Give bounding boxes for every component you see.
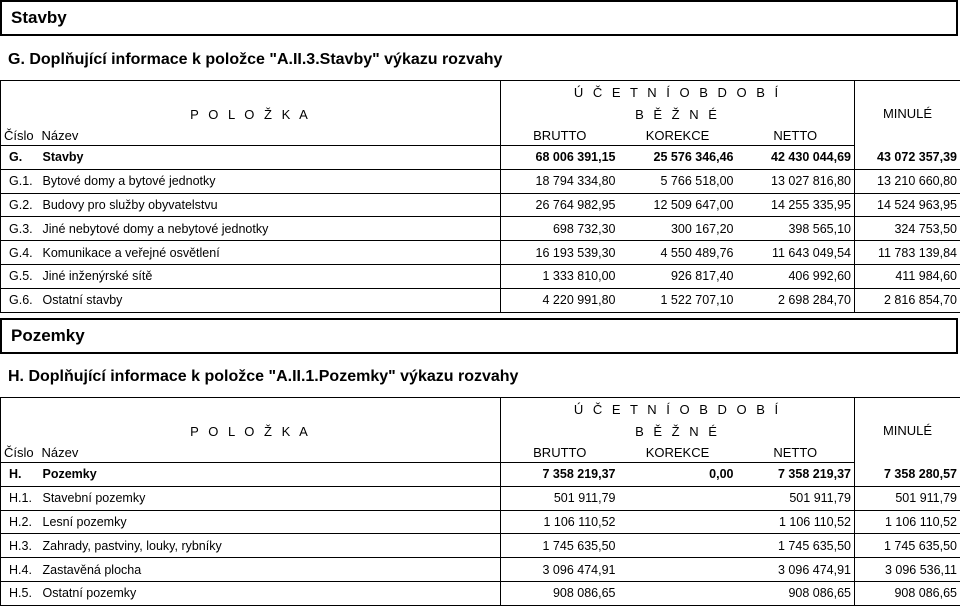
col-nazev: Název [39, 442, 501, 463]
row-korekce: 0,00 [619, 463, 737, 487]
col-korekce: KOREKCE [619, 125, 737, 146]
row-code: H.5. [1, 581, 39, 605]
row-code: G.3. [1, 217, 39, 241]
row-name: Komunikace a veřejné osvětlení [39, 241, 501, 265]
row-netto: 398 565,10 [737, 217, 855, 241]
row-brutto: 18 794 334,80 [501, 169, 619, 193]
table-row [1, 288, 960, 312]
col-polozka: P O L O Ž K A [1, 103, 501, 125]
row-name: Pozemky [39, 463, 501, 487]
row-korekce [619, 558, 737, 582]
row-korekce [619, 534, 737, 558]
row-minule: 908 086,65 [855, 581, 960, 605]
row-name: Ostatní stavby [39, 288, 501, 312]
table-row [1, 463, 960, 487]
row-code: H.2. [1, 510, 39, 534]
table-row [1, 486, 960, 510]
row-minule: 2 816 854,70 [855, 288, 960, 312]
row-name: Bytové domy a bytové jednotky [39, 169, 501, 193]
row-code: G.1. [1, 169, 39, 193]
table-row [1, 510, 960, 534]
row-code: H. [1, 463, 39, 487]
row-netto: 406 992,60 [737, 264, 855, 288]
col-polozka: P O L O Ž K A [1, 420, 501, 442]
section-title-g: G. Doplňující informace k položce "A.II.3.Stavby" výkazu rozvahy [8, 51, 502, 69]
row-minule: 324 753,50 [855, 217, 960, 241]
row-brutto: 26 764 982,95 [501, 193, 619, 217]
col-korekce: KOREKCE [619, 442, 737, 463]
row-brutto: 3 096 474,91 [501, 558, 619, 582]
row-korekce: 4 550 489,76 [619, 241, 737, 265]
row-code: H.4. [1, 558, 39, 582]
row-korekce: 926 817,40 [619, 264, 737, 288]
row-minule: 14 524 963,95 [855, 193, 960, 217]
col-netto: NETTO [737, 442, 855, 463]
section-header-stavby [0, 0, 958, 36]
row-name: Stavby [39, 146, 501, 170]
col-cislo: Číslo [1, 442, 39, 463]
row-code: G.2. [1, 193, 39, 217]
row-minule: 1 745 635,50 [855, 534, 960, 558]
row-netto: 11 643 049,54 [737, 241, 855, 265]
col-minule: MINULÉ [855, 398, 960, 463]
col-nazev: Název [39, 125, 501, 146]
row-netto: 7 358 219,37 [737, 463, 855, 487]
table-row [1, 241, 960, 265]
col-obdobi: Ú Č E T N Í O B D O B Í [501, 81, 855, 104]
row-netto: 1 745 635,50 [737, 534, 855, 558]
row-netto: 2 698 284,70 [737, 288, 855, 312]
row-korekce [619, 486, 737, 510]
row-korekce: 300 167,20 [619, 217, 737, 241]
row-brutto: 1 745 635,50 [501, 534, 619, 558]
table-row [1, 264, 960, 288]
section-header-label: Pozemky [2, 326, 85, 346]
row-name: Lesní pozemky [39, 510, 501, 534]
row-brutto: 698 732,30 [501, 217, 619, 241]
row-name: Stavební pozemky [39, 486, 501, 510]
table-body [1, 146, 960, 313]
col-netto: NETTO [737, 125, 855, 146]
row-brutto: 908 086,65 [501, 581, 619, 605]
row-korekce: 5 766 518,00 [619, 169, 737, 193]
row-netto: 908 086,65 [737, 581, 855, 605]
row-code: G. [1, 146, 39, 170]
row-korekce: 12 509 647,00 [619, 193, 737, 217]
row-code: G.5. [1, 264, 39, 288]
col-bezne: B Ě Ž N É [501, 420, 855, 442]
row-netto: 1 106 110,52 [737, 510, 855, 534]
row-minule: 43 072 357,39 [855, 146, 960, 170]
row-netto: 42 430 044,69 [737, 146, 855, 170]
table-body [1, 463, 960, 606]
row-korekce: 1 522 707,10 [619, 288, 737, 312]
row-code: H.1. [1, 486, 39, 510]
table-pozemky [0, 397, 960, 606]
col-bezne: B Ě Ž N É [501, 103, 855, 125]
col-obdobi: Ú Č E T N Í O B D O B Í [501, 398, 855, 421]
row-name: Ostatní pozemky [39, 581, 501, 605]
section-title-h: H. Doplňující informace k položce "A.II.1.Pozemky" výkazu rozvahy [8, 368, 518, 386]
row-name: Zahrady, pastviny, louky, rybníky [39, 534, 501, 558]
row-brutto: 16 193 539,30 [501, 241, 619, 265]
row-minule: 7 358 280,57 [855, 463, 960, 487]
row-minule: 501 911,79 [855, 486, 960, 510]
row-korekce [619, 510, 737, 534]
row-name: Zastavěná plocha [39, 558, 501, 582]
row-name: Jiné nebytové domy a nebytové jednotky [39, 217, 501, 241]
row-code: G.6. [1, 288, 39, 312]
row-minule: 11 783 139,84 [855, 241, 960, 265]
table-stavby [0, 80, 960, 313]
row-name: Budovy pro služby obyvatelstvu [39, 193, 501, 217]
row-minule: 13 210 660,80 [855, 169, 960, 193]
row-korekce: 25 576 346,46 [619, 146, 737, 170]
table-row [1, 193, 960, 217]
table-row [1, 146, 960, 170]
row-brutto: 7 358 219,37 [501, 463, 619, 487]
row-netto: 501 911,79 [737, 486, 855, 510]
row-brutto: 1 106 110,52 [501, 510, 619, 534]
row-code: G.4. [1, 241, 39, 265]
row-netto: 3 096 474,91 [737, 558, 855, 582]
row-netto: 13 027 816,80 [737, 169, 855, 193]
row-brutto: 501 911,79 [501, 486, 619, 510]
table-row [1, 169, 960, 193]
row-minule: 1 106 110,52 [855, 510, 960, 534]
row-netto: 14 255 335,95 [737, 193, 855, 217]
row-brutto: 1 333 810,00 [501, 264, 619, 288]
row-brutto: 4 220 991,80 [501, 288, 619, 312]
row-minule: 3 096 536,11 [855, 558, 960, 582]
section-header-label: Stavby [2, 8, 67, 28]
row-brutto: 68 006 391,15 [501, 146, 619, 170]
row-minule: 411 984,60 [855, 264, 960, 288]
table-row [1, 217, 960, 241]
col-brutto: BRUTTO [501, 125, 619, 146]
table-row [1, 534, 960, 558]
row-code: H.3. [1, 534, 39, 558]
table-row [1, 558, 960, 582]
col-cislo: Číslo [1, 125, 39, 146]
col-brutto: BRUTTO [501, 442, 619, 463]
col-minule: MINULÉ [855, 81, 960, 146]
section-header-pozemky [0, 318, 958, 354]
row-name: Jiné inženýrské sítě [39, 264, 501, 288]
